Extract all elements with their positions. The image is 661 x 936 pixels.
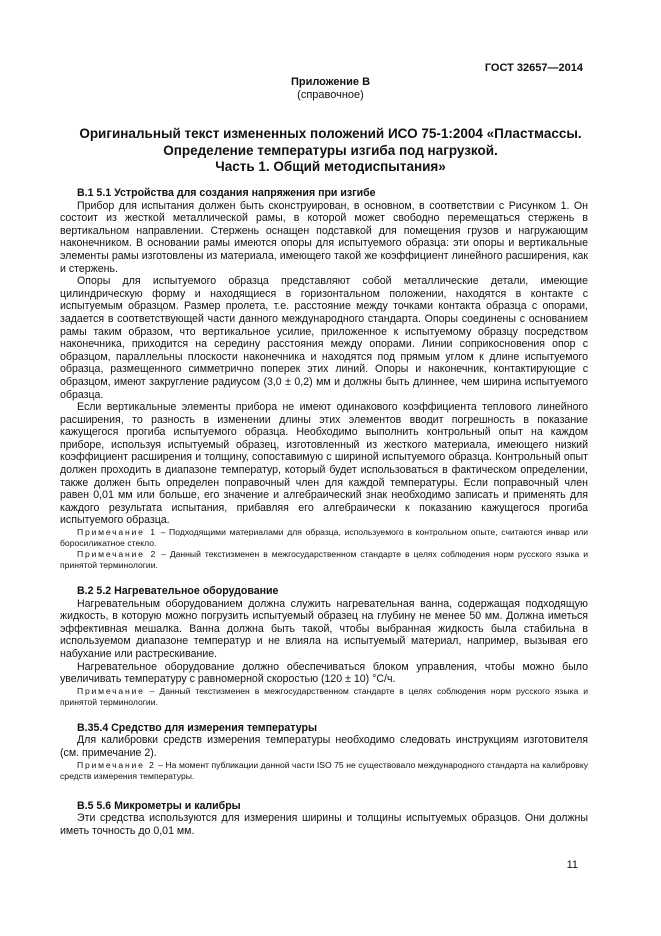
- title-line-2: Определение температуры изгиба под нагрузкой.: [163, 142, 498, 158]
- section-heading: В.1 5.1 Устройства для создания напряжения при изгибе: [77, 187, 376, 199]
- paragraph: Если вертикальные элементы прибора не имеют одинакового коэффициента теплового линейного расширения, то разность в изменении длины этих элементов вводит погрешность в показание кажущегося прогиба испытуемого образца. Необходимо выполнить контрольный опыт на каждом приборе, используя испытуемый образец, изготовленный из жесткого материала, имеющего низкий коэффициент расширения и толщину, сопоставимую с шириной испытуемого образца. Контрольный опыт должен проходить в диапазоне температур, который будет использоваться в фактическом определении, также должен быть определен поправочный член для каждой температуры. Если поправочный член равен 0,01 мм или больше, его значение и алгебраический знак необходимо записать и применять для каждого результата испытания, прибавляя его алгебраически к показанию кажущегося прогиба испытуемого образца.: [60, 401, 588, 527]
- page-number: 11: [566, 859, 578, 871]
- standard-code: ГОСТ 32657—2014: [484, 62, 583, 74]
- paragraph: Нагревательным оборудованием должна служить нагревательная ванна, содержащая подходящую жидкость, в которую можно погрузить испытуемый образец на глубину не менее 50 мм. Должна иметься эффективная мешалка. Ванна должна быть такой, чтобы выбранная жидкость была стабильна в используемом диапазоне температур и не влияла на испытуемый материал, например, вызывая его набухание или растрескивание.: [60, 597, 588, 660]
- paragraph: Для калибровки средств измерения температуры необходимо следовать инструкциям изготовителя (см. примечание 2).: [60, 734, 588, 759]
- note: [60, 549, 588, 571]
- note: [60, 760, 588, 782]
- note-label: Примечание 2: [77, 759, 156, 770]
- note-label: Примечание: [77, 685, 145, 696]
- note-text: – Подходящими материалами для образца, используемого в контрольном опыте, считаются инвар или боросиликатное стекло.: [60, 527, 589, 549]
- section-heading: В.35.4 Средство для измерения температуры: [77, 721, 317, 734]
- title-line-3: Часть 1. Общий методиспытания»: [215, 159, 446, 174]
- note-label: Примечание 2: [77, 549, 158, 560]
- paragraph: Опоры для испытуемого образца представляют собой металлические детали, имеющие цилиндрическую форму и находящиеся в горизонтальном положении, находятся в контакте с испытуемым образцом. Размер пролета, т.е. расстояние между точками контакта образца с опорами, задается в соответствующей части данного международного стандарта. Опоры соединены с основанием рамы таким образом, что вертикальное усилие, приложенное к испытуемому образцу посредством наконечника, приходится на середину расстояния между опорами. Линии соприкосновения опор с образцом, параллельны плоскости наконечника и находятся под прямым углом к длине испытуемого образца, размещенного симметрично поперек этих линий. Опоры и наконечник, контактирующие с образцом, имеют закругление радиусом (3,0 ± 0,2) мм и должны быть длиннее, чем ширина испытуемого образца.: [60, 275, 588, 401]
- document-body: [60, 187, 588, 837]
- annex-header: [0, 76, 661, 102]
- document-title: [60, 126, 601, 176]
- section-heading: В.2 5.2 Нагревательное оборудование: [77, 585, 279, 598]
- annex-subtitle: (справочное): [297, 89, 364, 101]
- note: [60, 527, 588, 549]
- note-text: – На момент публикации данной части ISO 75 не существовало международного стандарта на калибровку средств измерения температуры.: [60, 759, 589, 781]
- paragraph: Нагревательное оборудование должно обеспечиваться блоком управления, чтобы можно было увеличивать температуру с равномерной скоростью (120 ± 10) °С/ч.: [60, 660, 588, 686]
- paragraph: Эти средства используются для измерения ширины и толщины испытуемых образцов. Они должны иметь точность до 0,01 мм.: [60, 812, 588, 837]
- annex-title: Приложение В: [290, 76, 371, 88]
- note-text: – Данный текстизменен в межгосударственном стандарте в целях соблюдения норм русского языка и принятой терминологии.: [60, 549, 588, 571]
- note: [60, 686, 588, 708]
- section-heading: В.5 5.6 Микрометры и калибры: [77, 799, 241, 812]
- title-line-1: Оригинальный текст измененных положений ИСО 75-1:2004 «Пластмассы.: [79, 126, 582, 141]
- paragraph: Прибор для испытания должен быть сконструирован, в основном, в соответствии с Рисунком 1. Он состоит из жесткой металлической рамы, в которой может свободно перемещаться стержень в вертикальном направлении. Стержень оснащен подставкой для помещения грузов и нагружающим наконечником. В основании рамы имеются опоры для испытуемого образца: эти опоры и вертикальные элементы рамы изготовлены из материала, имеющего такой же коэффициент линейного расширения, как и стержень.: [60, 199, 588, 275]
- note-label: Примечание 1: [77, 527, 157, 538]
- note-text: – Данный текстизменен в межгосударственном стандарте в целях соблюдения норм русского языка и принятой терминологии.: [60, 685, 588, 707]
